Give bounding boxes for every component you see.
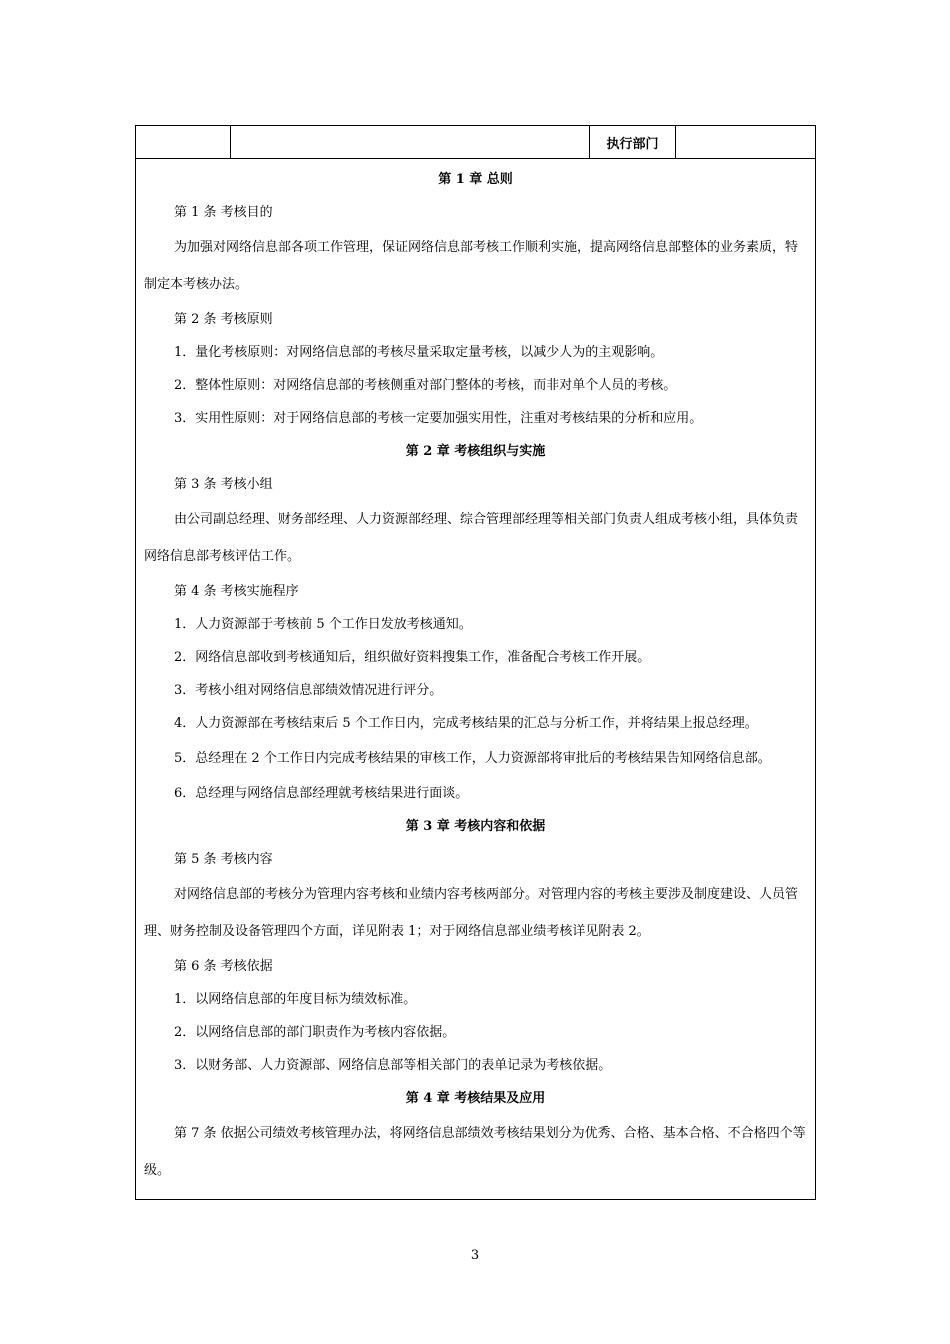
article-1-title: 第 1 条 考核目的 [174, 205, 273, 220]
article-6-item: 1．以网络信息部的年度目标为绩效标准。 [174, 992, 417, 1007]
chapter-4-title: 第 4 章 考核结果及应用 [405, 1091, 546, 1106]
article-4-title: 第 4 条 考核实施程序 [174, 584, 299, 599]
article-4-item: 4．人力资源部在考核结束后 5 个工作日内，完成考核结果的汇总与分析工作，并将结果上报总经理。 [174, 716, 758, 731]
article-5-title: 第 5 条 考核内容 [174, 852, 273, 867]
article-3-title: 第 3 条 考核小组 [174, 477, 273, 492]
chapter-1-title: 第 1 章 总则 [438, 172, 513, 187]
header-row [136, 126, 816, 159]
article-4-item: 3．考核小组对网络信息部绩效情况进行评分。 [174, 683, 443, 698]
article-4-item: 5．总经理在 2 个工作日内完成考核结果的审核工作，人力资源部将审批后的考核结果告知网络信息部。 [174, 751, 771, 766]
page-number: 3 [470, 1248, 480, 1263]
article-3-text: 由公司副总经理、财务部经理、人力资源部经理、综合管理部经理等相关部门负责人组成考核小组，具体负责网络信息部考核评估工作。 [144, 512, 799, 564]
article-5-text: 对网络信息部的考核分为管理内容考核和业绩内容考核两部分。对管理内容的考核主要涉及制度建设、人员管理、财务控制及设备管理四个方面，详见附表 1；对于网络信息部业绩考核详见附表 2。 [144, 887, 799, 939]
article-6-title: 第 6 条 考核依据 [174, 959, 273, 974]
policy-body [136, 159, 816, 1200]
article-1-text: 为加强对网络信息部各项工作管理，保证网络信息部考核工作顺利实施，提高网络信息部整体的业务素质，特制定本考核办法。 [144, 240, 799, 292]
article-2-title: 第 2 条 考核原则 [174, 312, 273, 327]
chapter-2-title: 第 2 章 考核组织与实施 [405, 444, 546, 459]
policy-table [135, 125, 816, 1200]
dept-value [676, 126, 816, 159]
article-6-item: 3．以财务部、人力资源部、网络信息部等相关部门的表单记录为考核依据。 [174, 1058, 612, 1073]
header-cell-1 [136, 126, 231, 159]
chapter-3-title: 第 3 章 考核内容和依据 [405, 819, 546, 834]
article-4-item: 1．人力资源部于考核前 5 个工作日发放考核通知。 [174, 617, 472, 632]
dept-label: 执行部门 [590, 126, 676, 159]
header-cell-2 [231, 126, 590, 159]
article-4-item: 2．网络信息部收到考核通知后，组织做好资料搜集工作，准备配合考核工作开展。 [174, 650, 651, 665]
article-2-item: 3．实用性原则：对于网络信息部的考核一定要加强实用性，注重对考核结果的分析和应用。 [174, 411, 703, 426]
article-6-item: 2．以网络信息部的部门职责作为考核内容依据。 [174, 1025, 456, 1040]
article-7-text: 第 7 条 依据公司绩效考核管理办法，将网络信息部绩效考核结果划分为优秀、合格、基本合格、不合格四个等级。 [144, 1126, 806, 1178]
article-4-item: 6．总经理与网络信息部经理就考核结果进行面谈。 [174, 786, 469, 801]
article-2-item: 1．量化考核原则：对网络信息部的考核尽量采取定量考核，以减少人为的主观影响。 [174, 345, 664, 360]
article-2-item: 2．整体性原则：对网络信息部的考核侧重对部门整体的考核，而非对单个人员的考核。 [174, 378, 677, 393]
